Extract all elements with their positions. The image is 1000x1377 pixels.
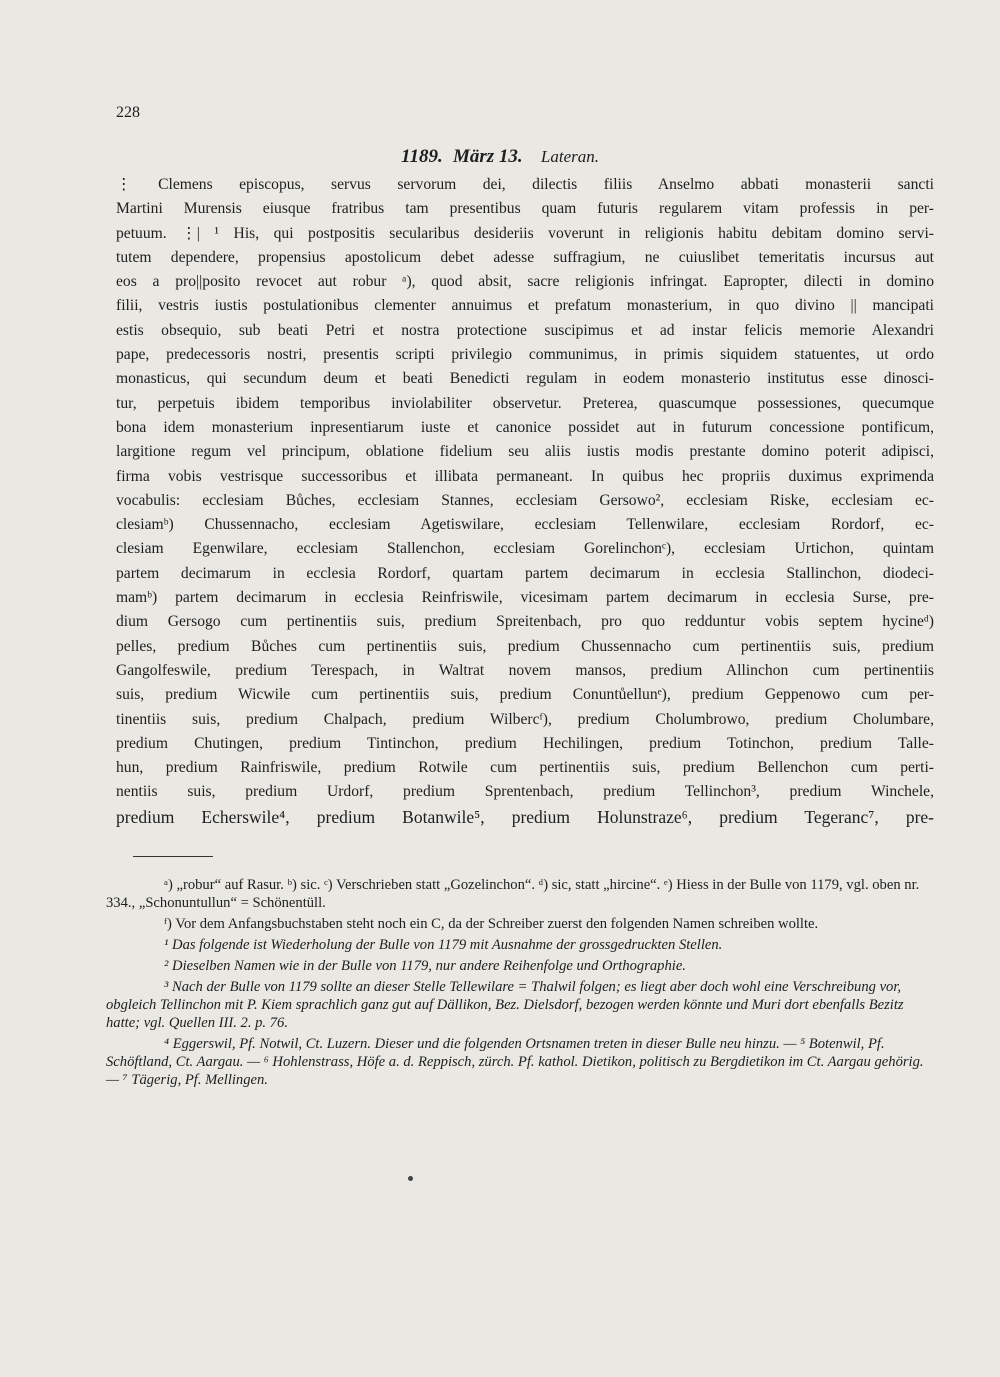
- body-line: pape, predecessoris nostri, presentis scripti privilegio communimus, in primis siquidem statuentes, ut ordo: [116, 346, 934, 364]
- footnote-apparatus: ᶠ) Vor dem Anfangsbuchstaben steht noch ein C, da der Schreiber zuerst den folgenden Namen schreiben wollte.: [164, 916, 819, 932]
- body-line: filii, vestris iustis postulationibus clementer annuimus et prefatum monasterium, in quo divino || mancipati: [116, 297, 934, 315]
- ink-speck: [408, 1176, 413, 1181]
- body-line: petuum. ⋮| ¹ His, qui postpositis secularibus desideriis voverunt in religionis habitu debitam domino servi-: [116, 224, 934, 242]
- body-line: monasticus, qui secundum deum et beati Benedicti regulam in eodem monasterio institutus esse dinosci-: [116, 370, 934, 388]
- body-line: tutem dependere, propensius apostolicum debet adesse suffragium, ne cuiuslibet temeritatis incursus aut: [116, 248, 934, 266]
- heading-place: Lateran.: [540, 147, 599, 166]
- body-line: predium Echerswile⁴, predium Botanwile⁵, predium Holunstraze⁶, predium Tegeranc⁷, pre-: [116, 806, 934, 827]
- body-line: clesiam Egenwilare, ecclesiam Stallenchon, ecclesiam Gorelinchonᶜ), ecclesiam Urtichon, quintam: [116, 540, 934, 558]
- footnote-apparatus: ᵃ) „robur“ auf Rasur. ᵇ) sic. ᶜ) Verschrieben statt „Gozelinchon“. ᵈ) sic, statt „hircine“. ᵉ) Hiess in der Bulle von 1179, vgl. oben nr. 334., „Schonuntullun“ = Schönentüll.: [106, 877, 920, 911]
- charter-body: [116, 173, 934, 829]
- body-line: vocabulis: ecclesiam Bůches, ecclesiam Stannes, ecclesiam Gersowo², ecclesiam Riske, ecclesiam ec-: [116, 491, 934, 509]
- footnote-commentary: ⁴ Eggerswil, Pf. Notwil, Ct. Luzern. Dieser und die folgenden Ortsnamen treten in dieser Bulle neu hinzu. — ⁵ Botenwil, Pf. Schöftland, Ct. Aargau. — ⁶ Hohlenstrass, Höfe a. d. Reppisch, zürch. Pf. kathol. Dietikon, politisch zu Bergdietikon im Ct. Aargau gehörig. — ⁷ Tägerig, Pf. Mellingen.: [106, 1036, 924, 1088]
- body-line: firma vobis vestrisque successoribus et illibata permaneant. In quibus hec propriis duximus exprimenda: [116, 467, 934, 485]
- footnote-commentary: ¹ Das folgende ist Wiederholung der Bulle von 1179 mit Ausnahme der grossgedruckten Stellen.: [164, 937, 723, 953]
- body-line: ⋮ Clemens episcopus, servus servorum dei, dilectis filiis Anselmo abbati monasterii sancti: [116, 176, 934, 193]
- body-line: Gangolfeswile, predium Terespach, in Waltrat novem mansos, predium Allinchon cum pertinentiis: [116, 661, 934, 679]
- footnote-divider: [133, 856, 213, 857]
- body-line: nentiis suis, predium Urdorf, predium Sprentenbach, predium Tellinchon³, predium Winchele,: [116, 783, 934, 801]
- body-line: bona idem monasterium inpresentiarum iuste et canonice possidet aut in futurum concessione pontificum,: [116, 418, 934, 436]
- body-line: hun, predium Rainfriswile, predium Rotwile cum pertinentiis suis, predium Bellenchon cum perti-: [116, 759, 934, 777]
- body-line: clesiamᵇ) Chussennacho, ecclesiam Agetiswilare, ecclesiam Tellenwilare, ecclesiam Rordorf, ec-: [116, 516, 934, 534]
- footnote-commentary: ³ Nach der Bulle von 1179 sollte an dieser Stelle Tellewilare = Thalwil folgen; es liegt aber doch wohl eine Verschreibung vor, obgleich Tellinchon mit P. Kiem sprachlich ganz gut auf Dällikon, Bez. Dielsdorf, bezogen werden könnte und Muri dort ebenfalls Bezitz hatte; vgl. Quellen III. 2. p. 76.: [106, 979, 904, 1031]
- body-line: pelles, predium Bůches cum pertinentiis suis, predium Chussennacho cum pertinentiis suis, predium: [116, 637, 934, 655]
- body-line: dium Gersogo cum pertinentiis suis, predium Spreitenbach, pro quo redduntur vobis septem hycineᵈ): [116, 613, 934, 631]
- body-line: tinentiis suis, predium Chalpach, predium Wilbercᶠ), predium Cholumbrowo, predium Cholumbare,: [116, 710, 934, 728]
- charter-heading: [0, 146, 1000, 168]
- heading-month: März 13.: [452, 146, 523, 167]
- footnotes: [106, 876, 932, 1092]
- body-line: eos a pro||posito revocet aut robur ᵃ), quod absit, sacre religionis infringat. Eapropter, dilecti in domino: [116, 273, 934, 291]
- body-line: tur, perpetuis ibidem temporibus inviolabiliter observetur. Preterea, quascumque possessiones, quecumque: [116, 394, 934, 412]
- footnote-commentary: ² Dieselben Namen wie in der Bulle von 1179, nur andere Reihenfolge und Orthographie.: [164, 958, 686, 974]
- body-line: estis obsequio, sub beati Petri et nostra protectione suscipimus et ad instar felicis memorie Alexandri: [116, 321, 934, 339]
- body-line: Martini Murensis eiusque fratribus tam presentibus quam futuris regularem vitam professis in per-: [116, 200, 934, 218]
- body-line: mamᵇ) partem decimarum in ecclesia Reinfriswile, vicesimam partem decimarum in ecclesia Surse, pre-: [116, 589, 934, 607]
- heading-date: 1189.: [401, 146, 443, 167]
- body-line: partem decimarum in ecclesia Rordorf, quartam partem decimarum in ecclesia Stallinchon, diodeci-: [116, 564, 934, 582]
- body-line: suis, predium Wicwile cum pertinentiis suis, predium Conuntůellunᵉ), predium Geppenowo cum per-: [116, 686, 934, 704]
- body-line: predium Chutingen, predium Tintinchon, predium Hechilingen, predium Totinchon, predium Talle-: [116, 734, 934, 752]
- body-line: largitione regum vel principum, oblatione fidelium seu aliis iustis modis prestante domino poterit adipisci,: [116, 443, 934, 461]
- page-number: 228: [116, 104, 140, 121]
